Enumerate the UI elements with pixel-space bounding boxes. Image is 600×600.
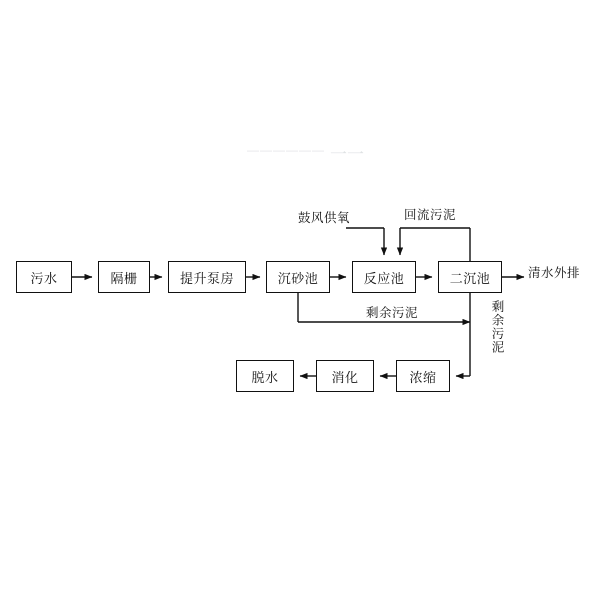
node-digestion[interactable] — [316, 360, 374, 392]
node-sewage[interactable] — [16, 261, 72, 293]
label-return-sludge: 回流污泥 — [404, 208, 457, 222]
node-label: 提升泵房 — [179, 270, 234, 286]
node-grit-chamber[interactable] — [266, 261, 330, 293]
label-aeration: 鼓风供氧 — [298, 211, 351, 225]
label-excess-sludge-horizontal: 剩余污泥 — [366, 306, 419, 320]
label-clean-water-discharge: 清水外排 — [528, 266, 581, 280]
watermark-mark: 一一 — [330, 145, 364, 164]
node-lift-pump-house[interactable] — [168, 261, 246, 293]
node-label: 脱水 — [251, 369, 279, 385]
node-label: 沉砂池 — [277, 270, 319, 286]
node-reaction-tank[interactable] — [352, 261, 416, 293]
label-excess-sludge-vertical: 剩余污泥 — [490, 300, 504, 354]
node-label: 污水 — [30, 270, 58, 286]
node-label: 隔栅 — [110, 270, 138, 286]
watermark-text: —————— — [247, 143, 325, 157]
node-thickening[interactable] — [396, 360, 450, 392]
node-label: 浓缩 — [409, 369, 437, 385]
node-dewatering[interactable] — [236, 360, 294, 392]
node-secondary-clarifier[interactable] — [438, 261, 502, 293]
node-label: 消化 — [331, 369, 359, 385]
node-grate[interactable] — [98, 261, 150, 293]
node-label: 反应池 — [363, 270, 405, 286]
node-label: 二沉池 — [449, 270, 491, 286]
